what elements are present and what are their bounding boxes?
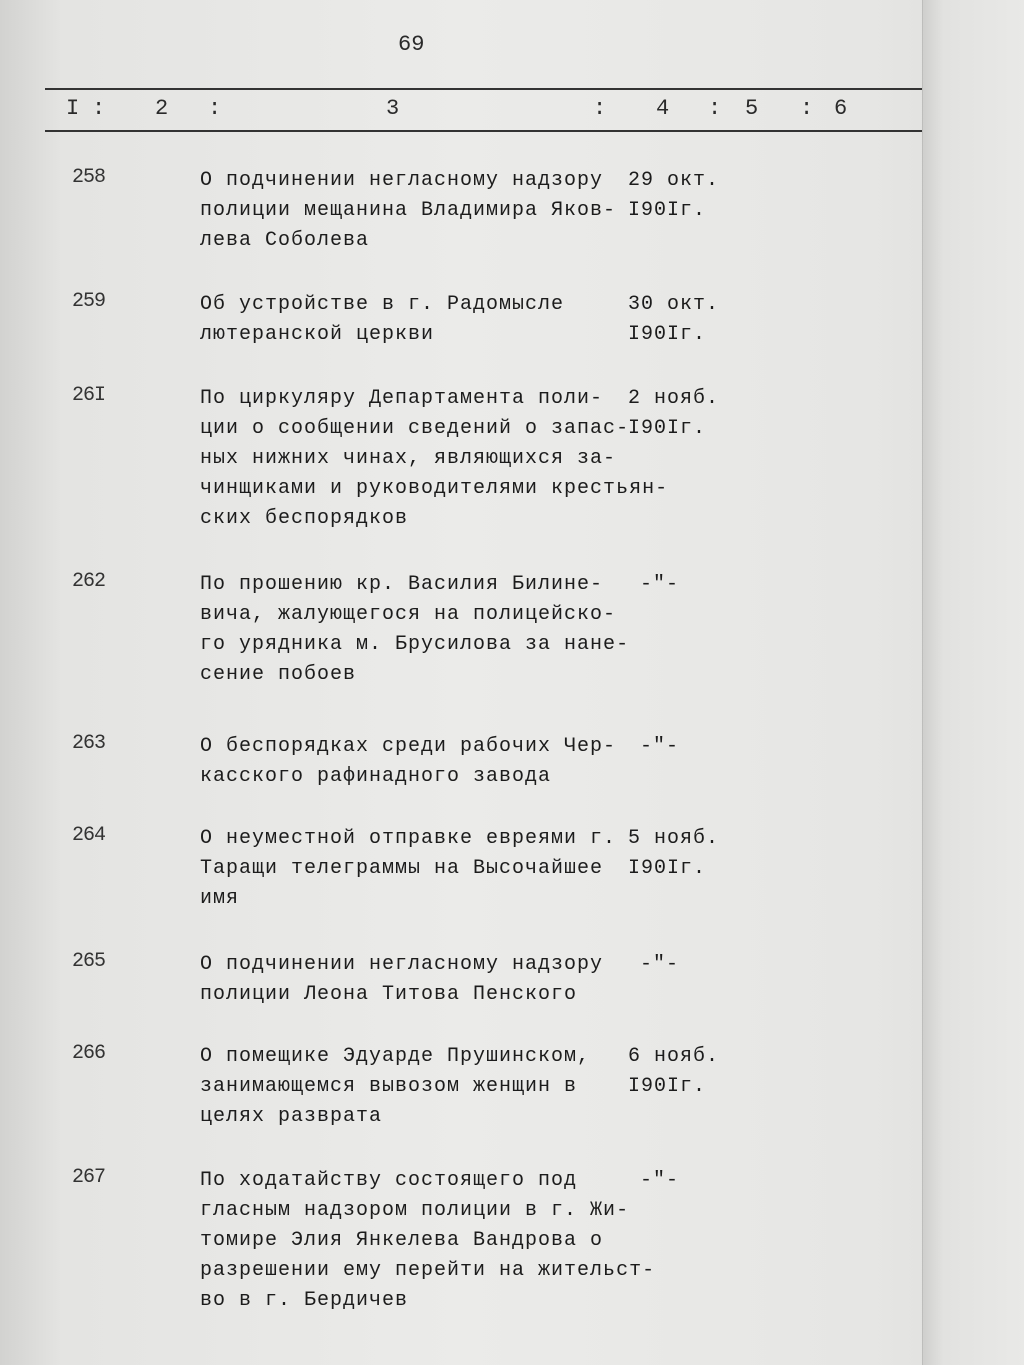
entry-description: О подчинении негласному надзору полиции Леона Титова Пенского bbox=[200, 953, 604, 1006]
column-header-separator: : bbox=[208, 96, 222, 121]
column-header-separator: : bbox=[593, 96, 607, 121]
entry-description: О подчинении негласному надзору полиции мещанина Владимира Яков- лева Соболева bbox=[200, 169, 617, 252]
entry-description: По прошению кр. Василия Билине- вича, жалующегося на полицейско- го урядника м. Брусилова за нане- сение побоев bbox=[200, 573, 630, 686]
entry-number: 264 bbox=[72, 824, 106, 847]
entry-description: О помещике Эдуарде Прушинском, занимающемся вывозом женщин в целях разврата bbox=[200, 1045, 591, 1128]
entry-date-ditto: -"- bbox=[640, 1169, 680, 1192]
entry-description: Об устройстве в г. Радомысле лютеранской церкви bbox=[200, 293, 565, 346]
entry-date-ditto: -"- bbox=[640, 953, 680, 976]
entry-date: 6 нояб. I90Iг. bbox=[628, 1045, 720, 1098]
column-header-5: 5 bbox=[745, 96, 759, 121]
header-top-rule bbox=[45, 88, 922, 90]
entry-date-ditto: -"- bbox=[640, 735, 680, 758]
column-header-separator: : bbox=[92, 96, 106, 121]
entry-date: 30 окт. I90Iг. bbox=[628, 293, 720, 346]
header-bottom-rule bbox=[45, 130, 922, 132]
page-number: 69 bbox=[398, 32, 425, 57]
entry-number: 263 bbox=[72, 732, 106, 755]
entry-date: 2 нояб. I90Iг. bbox=[628, 387, 720, 440]
adjacent-sheet-edge bbox=[922, 0, 1024, 1365]
entry-date: 5 нояб. I90Iг. bbox=[628, 827, 720, 880]
entry-number: 262 bbox=[72, 570, 106, 593]
entry-number: 267 bbox=[72, 1166, 106, 1189]
entry-number: 265 bbox=[72, 950, 106, 973]
column-header-separator: : bbox=[800, 96, 814, 121]
column-header-6: 6 bbox=[834, 96, 848, 121]
column-header-separator: : bbox=[708, 96, 722, 121]
column-header-3: 3 bbox=[386, 96, 400, 121]
entry-description: О неуместной отправке евреями г. Таращи телеграммы на Высочайшее имя bbox=[200, 827, 617, 910]
entry-date: 29 окт. I90Iг. bbox=[628, 169, 720, 222]
entry-number: 258 bbox=[72, 166, 106, 189]
entry-description: По циркуляру Департамента поли- ции о сообщении сведений о запас- ных нижних чинах, являющихся за- чинщиками и руководителями крестьян- ских беспорядков bbox=[200, 387, 669, 530]
entry-number: 26I bbox=[72, 384, 106, 407]
column-header-1: I bbox=[66, 96, 80, 121]
entry-number: 259 bbox=[72, 290, 106, 313]
entry-number: 266 bbox=[72, 1042, 106, 1065]
entry-date-ditto: -"- bbox=[640, 573, 680, 596]
column-header-2: 2 bbox=[155, 96, 169, 121]
entry-description: По ходатайству состоящего под гласным надзором полиции в г. Жи- томире Элия Янкелева Вандрова о разрешении ему перейти на жительст- во в г. Бердичев bbox=[200, 1169, 656, 1312]
column-header-4: 4 bbox=[656, 96, 670, 121]
entry-description: О беспорядках среди рабочих Чер- касского рафинадного завода bbox=[200, 735, 617, 788]
